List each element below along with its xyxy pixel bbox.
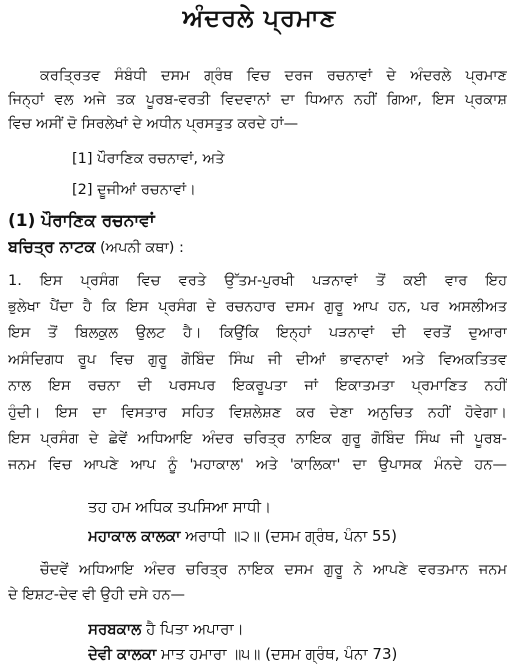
quote3-ref: ਮਾਤ ਹਮਾਰਾ ॥੫॥ (ਦਸਮ ਗ੍ਰੰਥ, ਪੰਨਾ 73) <box>156 645 398 663</box>
quote2-line <box>88 619 507 639</box>
intro-line-1: ਕਰਤ੍ਰਿਤਵ ਸੰਬੰਧੀ ਦਸਮ ਗ੍ਰੰਥ ਵਿਚ ਦਰਜ ਰਚਨਾਵਾਂ ਦੇ ਅੰਦਰਲੇ ਪ੍ਰਮਾਣ <box>40 68 507 84</box>
quote2-bold: ਸਰਬਕਾਲ <box>88 620 142 638</box>
list-item-2: [2] ਦੂਜੀਆਂ ਰਚਨਾਵਾਂ। <box>72 182 196 198</box>
para2-line-2: ਦੇ ਇਸ਼ਟ-ਦੇਵ ਵੀ ਉਹੀ ਦਸੇ ਹਨ— <box>8 587 186 603</box>
quote1-line-2 <box>88 526 507 546</box>
page-title: ਅੰਦਰਲੇ ਪ੍ਰਮਾਣ <box>182 4 337 32</box>
quote3-bold: ਦੇਵੀ ਕਾਲਕਾ <box>88 645 157 663</box>
quote1-bold: ਮਹਾਕਾਲ ਕਾਲਕਾ <box>88 527 181 545</box>
para2-line-1: ਚੌਦਵੇਂ ਅਧਿਆਇ ਅੰਦਰ ਚਰਿਤ੍ਰ ਨਾਇਕ ਦਸਮ ਗੁਰੂ ਨੇ ਆਪਣੇ ਵਰਤਮਾਨ ਜਨਮ <box>40 562 507 578</box>
quote1-line-1: ਤਹ ਹਮ ਅਧਿਕ ਤਪਸਿਆ ਸਾਧੀ। <box>88 498 272 516</box>
quote1-ref: ਅਰਾਧੀ ॥੨॥ (ਦਸਮ ਗ੍ਰੰਥ, ਪੰਨਾ 55) <box>180 527 397 545</box>
section-heading: (1) ਪੌਰਾਣਿਕ ਰਚਨਾਵਾਂ <box>8 211 155 231</box>
para1-line-1: 1. ਇਸ ਪ੍ਰਸੰਗ ਵਿਚ ਵਰਤੇ ਉੱਤਮ-ਪੁਰਖੀ ਪੜਨਾਵਾਂ ਤੋਂ ਕਈ ਵਾਰ ਇਹ <box>8 273 507 289</box>
intro-line-3: ਵਿਚ ਅਸੀਂ ਦੋ ਸਿਰਲੇਖਾਂ ਦੇ ਅਧੀਨ ਪ੍ਰਸਤੁਤ ਕਰਦੇ ਹਾਂ— <box>8 116 299 132</box>
list-item-1: [1] ਪੌਰਾਣਿਕ ਰਚਨਾਵਾਂ, ਅਤੇ <box>72 151 225 167</box>
para1-line-8: ਜਨਮ ਵਿਚ ਆਪਣੇ ਆਪ ਨੂੰ 'ਮਹਾਕਾਲ' ਅਤੇ 'ਕਾਲਿਕਾ' ਦਾ ਉਪਾਸਕ ਮੰਨਦੇ ਹਨ— <box>8 457 507 473</box>
subsection-note: (ਅਪਨੀ ਕਥਾ) : <box>95 240 184 256</box>
quote3-line <box>88 644 507 664</box>
intro-line-2: ਜਿਨ੍ਹਾਂ ਵਲ ਅਜੇ ਤਕ ਪੂਰਬ-ਵਰਤੀ ਵਿਦਵਾਨਾਂ ਦਾ ਧਿਆਨ ਨਹੀਂ ਗਿਆ, ਇਸ ਪ੍ਰਕਾਸ਼ <box>8 92 507 108</box>
para1-line-4: ਅਸੰਦਿਗਧ ਰੂਪ ਵਿਚ ਗੁਰੂ ਗੋਬਿੰਦ ਸਿੰਘ ਜੀ ਦੀਆਂ ਭਾਵਨਾਵਾਂ ਅਤੇ ਵਿਅਕਤਿਤਵ <box>8 352 507 368</box>
quote2-rest: ਹੈ ਪਿਤਾ ਅਪਾਰਾ। <box>141 620 244 638</box>
subsection-title: ਬਚਿਤ੍ਰ ਨਾਟਕ <box>8 237 96 256</box>
para1-line-2: ਭੁਲੇਖਾ ਪੈਂਦਾ ਹੈ ਕਿ ਇਸ ਪ੍ਰਸੰਗ ਦੇ ਰਚਨਹਾਰ ਦਸਮ ਗੁਰੂ ਆਪ ਹਨ, ਪਰ ਅਸਲੀਅਤ <box>8 299 507 315</box>
para1-line-6: ਹੁੰਦੀ। ਇਸ ਦਾ ਵਿਸਤਾਰ ਸਹਿਤ ਵਿਸ਼ਲੇਸ਼ਣ ਕਰ ਦੇਣਾ ਅਨੁਚਿਤ ਨਹੀਂ ਹੋਵੇਗਾ। <box>8 405 507 421</box>
para1-line-7: ਇਸ ਪ੍ਰਸੰਗ ਦੇ ਛੇਵੇਂ ਅਧਿਆਇ ਅੰਦਰ ਚਰਿਤ੍ਰ ਨਾਇਕ ਗੁਰੂ ਗੋਬਿੰਦ ਸਿੰਘ ਜੀ ਪੂਰਬ- <box>8 431 507 447</box>
para1-line-3: ਇਸ ਤੋਂ ਬਿਲਕੁਲ ਉਲਟ ਹੈ। ਕਿਉਂਕਿ ਇਨ੍ਹਾਂ ਪੜਨਾਵਾਂ ਦੀ ਵਰਤੋਂ ਦੁਆਰਾ <box>8 325 507 341</box>
subsection-heading <box>8 237 507 258</box>
para1-line-5: ਨਾਲ ਇਸ ਰਚਨਾ ਦੀ ਪਰਸਪਰ ਇਕਰੂਪਤਾ ਜਾਂ ਇਕਾਤਮਤਾ ਪ੍ਰਮਾਣਿਤ ਨਹੀਂ <box>8 378 507 394</box>
